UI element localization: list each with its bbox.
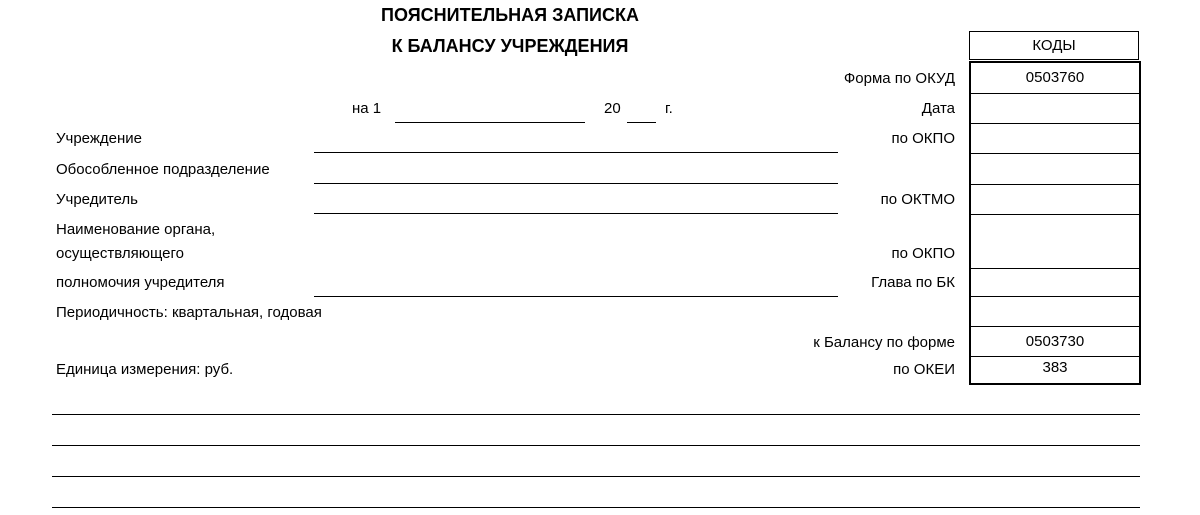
authority-okpo-code-cell[interactable] — [971, 215, 1139, 269]
okei-code-cell[interactable]: 383 — [1042, 359, 1068, 376]
text-line[interactable] — [52, 445, 1140, 446]
text-line[interactable] — [52, 507, 1140, 508]
subdivision-label: Обособленное подразделение — [56, 161, 270, 178]
subdivision-field-line[interactable] — [314, 183, 838, 184]
codes-table — [969, 61, 1141, 385]
periodicity-code-cell[interactable] — [971, 297, 1139, 327]
oktmo-code-cell[interactable] — [971, 185, 1139, 215]
text-line[interactable] — [52, 476, 1140, 477]
date-prefix: на 1 — [352, 100, 382, 117]
date-day-month-line[interactable] — [395, 122, 585, 123]
balance-form-label: к Балансу по форме — [813, 334, 955, 351]
okpo-code-cell[interactable] — [971, 124, 1139, 154]
codes-header: КОДЫ — [969, 31, 1139, 60]
text-line[interactable] — [52, 414, 1140, 415]
document-title-line2: К БАЛАНСУ УЧРЕЖДЕНИЯ — [391, 36, 629, 56]
authority-field-line[interactable] — [314, 296, 838, 297]
institution-label: Учреждение — [56, 130, 142, 147]
date-code-cell[interactable] — [971, 94, 1139, 124]
okpo-label: по ОКПО — [891, 130, 955, 147]
date-year-line[interactable] — [627, 122, 656, 123]
okei-label: по ОКЕИ — [893, 361, 955, 378]
founder-label: Учредитель — [56, 191, 138, 208]
authority-label-line2: осуществляющего — [56, 245, 184, 262]
okud-label: Форма по ОКУД — [843, 70, 955, 87]
date-year-prefix: 20 — [604, 100, 621, 117]
balance-form-code-cell[interactable]: 0503730 — [971, 327, 1139, 357]
okud-code-cell[interactable]: 0503760 — [971, 63, 1139, 94]
institution-field-line[interactable] — [314, 152, 838, 153]
date-suffix: г. — [665, 100, 673, 117]
authority-label-line3: полномочия учредителя — [56, 274, 225, 291]
document-title-line1: ПОЯСНИТЕЛЬНАЯ ЗАПИСКА — [381, 5, 639, 25]
subdivision-code-cell[interactable] — [971, 154, 1139, 185]
authority-okpo-label: по ОКПО — [891, 245, 955, 262]
bk-code-cell[interactable] — [971, 269, 1139, 297]
date-label: Дата — [921, 100, 955, 117]
bk-label: Глава по БК — [871, 274, 955, 291]
oktmo-label: по ОКТМО — [880, 191, 955, 208]
periodicity-label: Периодичность: квартальная, годовая — [56, 304, 322, 321]
founder-field-line[interactable] — [314, 213, 838, 214]
unit-label: Единица измерения: руб. — [56, 361, 234, 378]
authority-label-line1: Наименование органа, — [56, 221, 216, 238]
